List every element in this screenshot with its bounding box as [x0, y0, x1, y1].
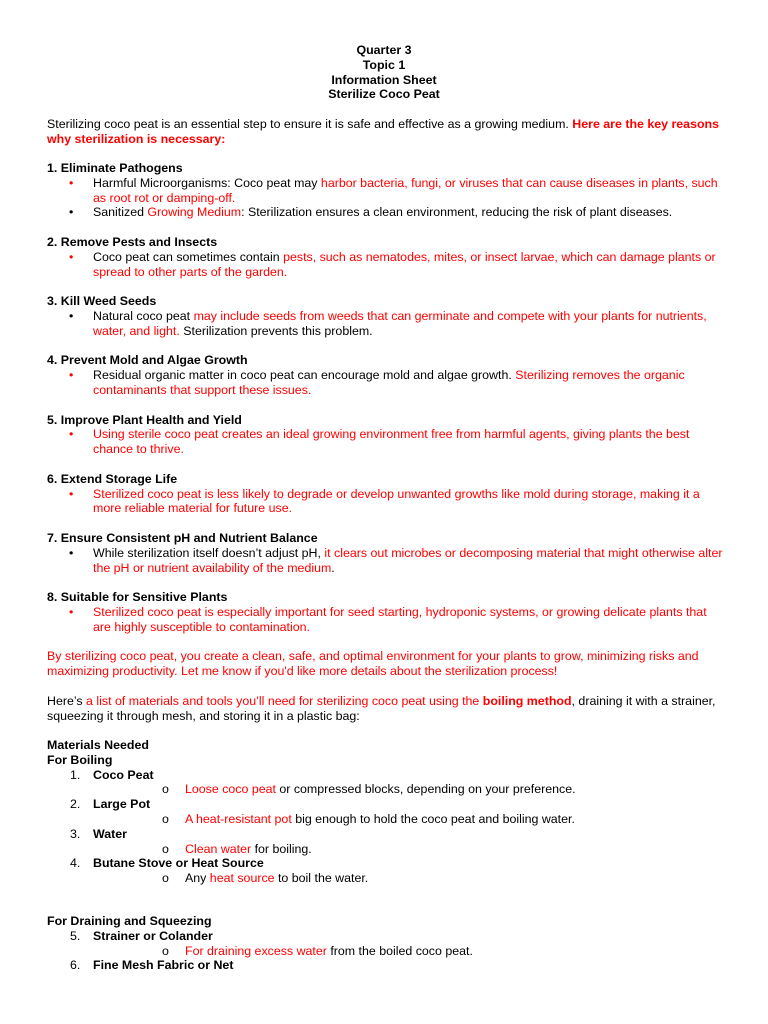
reason-bullets — [47, 427, 723, 457]
materials-intro-b: a list of materials and tools you’ll need for sterilizing coco peat using the — [86, 694, 483, 708]
reason-section — [47, 161, 723, 220]
reason-bullets — [47, 546, 723, 576]
bullet-text: : Sterilization ensures a clean environment, reducing the risk of plant diseases. — [241, 205, 673, 220]
topic-label: Topic 1 — [362, 57, 406, 72]
reason-section — [47, 353, 723, 397]
item-number: 5. — [70, 928, 81, 943]
reason-section — [47, 590, 723, 634]
bullet-icon: • — [69, 205, 74, 220]
materials-intro-d: , draining it with a strainer, squeezing it through mesh, and storing it in a plastic bag: — [47, 694, 716, 723]
bullet-text: Sterilized coco peat is especially important for seed starting, hydroponic systems, or growing delicate plants that are highly susceptible to contamination. — [93, 604, 707, 634]
draining-section — [47, 914, 723, 973]
bullet-icon: • — [69, 545, 74, 560]
detail-highlight: heat source — [209, 871, 275, 886]
bullet-icon: • — [69, 486, 74, 501]
reason-heading: 3. Kill Weed Seeds — [47, 294, 157, 309]
item-number: 3. — [70, 826, 81, 841]
item-number: 6. — [70, 958, 81, 973]
reason-heading: 4. Prevent Mold and Algae Growth — [47, 353, 248, 368]
sheet-header — [0, 43, 768, 102]
item-detail — [93, 842, 723, 857]
bullet-icon: • — [69, 604, 74, 619]
materials-intro-paragraph — [47, 694, 723, 724]
detail-highlight: Clean water — [185, 841, 252, 856]
bullet-text: . — [331, 560, 335, 575]
bullet-text: it clears out microbes or decomposing material that might otherwise alter the pH or nutrient availability of the medium — [93, 545, 723, 575]
circle-bullet-icon: o — [162, 811, 169, 826]
list-item — [47, 546, 723, 576]
reasons-list — [47, 161, 723, 635]
material-item — [47, 797, 723, 827]
item-detail — [93, 944, 723, 959]
detail-rest: from the boiled coco peat. — [326, 943, 473, 958]
boiling-method-label: boiling method — [482, 694, 572, 708]
list-item — [47, 427, 723, 457]
material-item — [47, 929, 723, 959]
list-item — [47, 250, 723, 280]
reason-heading: 2. Remove Pests and Insects — [47, 234, 218, 249]
item-name: Fine Mesh Fabric or Net — [93, 958, 234, 973]
reason-section — [47, 294, 723, 338]
detail-rest: or compressed blocks, depending on your preference. — [275, 782, 576, 797]
bullet-text: Sterilized coco peat is less likely to degrade or develop unwanted growths like mold during storage, making it a more reliable material for future use. — [93, 486, 700, 516]
reason-bullets — [47, 309, 723, 339]
item-detail — [93, 782, 723, 797]
reason-section — [47, 531, 723, 575]
bullet-text: Sterilization prevents this problem. — [179, 323, 373, 338]
intro-text: Sterilizing coco peat is an essential step to ensure it is safe and effective as a growing medium. — [47, 117, 573, 131]
materials-section — [47, 738, 723, 886]
list-item — [47, 205, 723, 220]
bullet-text: Natural coco peat — [93, 308, 194, 323]
detail-rest: big enough to hold the coco peat and boiling water. — [291, 811, 575, 826]
bullet-text: Using sterile coco peat creates an ideal growing environment free from harmful agents, giving plants the best chance to thrive. — [93, 427, 690, 457]
item-number: 2. — [70, 797, 81, 812]
boiling-heading: For Boiling — [47, 752, 113, 767]
detail-rest: for boiling. — [251, 841, 312, 856]
material-item — [47, 827, 723, 857]
list-item — [47, 309, 723, 339]
list-item — [47, 176, 723, 206]
item-number: 1. — [70, 767, 81, 782]
bullet-icon: • — [69, 175, 74, 190]
detail-prefix: Any — [185, 871, 210, 886]
bullet-text: Residual organic matter in coco peat can encourage mold and algae growth. — [93, 368, 516, 383]
item-name: Water — [93, 826, 127, 841]
reason-bullets — [47, 487, 723, 517]
bullet-text: Sterilizing removes the organic contaminants that support these issues. — [93, 368, 685, 397]
bullet-text: harbor bacteria, fungi, or viruses that can cause diseases in plants, such as root rot or damping-off. — [93, 175, 718, 205]
materials-intro-a: Here’s — [47, 694, 87, 708]
material-item — [47, 768, 723, 798]
bullet-text: Harmful Microorganisms: Coco peat may — [93, 175, 321, 190]
material-item — [47, 856, 723, 886]
bullet-text: Growing Medium — [147, 205, 242, 220]
reason-heading: 8. Suitable for Sensitive Plants — [47, 590, 228, 605]
page-title: Sterilize Coco Peat — [328, 87, 440, 102]
reason-heading: 7. Ensure Consistent pH and Nutrient Balance — [47, 530, 318, 545]
bullet-icon: • — [69, 308, 74, 323]
draining-heading: For Draining and Squeezing — [47, 914, 212, 928]
item-name: Coco Peat — [93, 767, 154, 782]
reason-heading: 5. Improve Plant Health and Yield — [47, 412, 242, 427]
intro-paragraph — [47, 117, 723, 147]
item-number: 4. — [70, 856, 81, 871]
quarter-label: Quarter 3 — [356, 43, 412, 57]
materials-heading: Materials Needed — [47, 738, 149, 752]
boiling-materials-list — [47, 768, 723, 886]
reason-bullets — [47, 368, 723, 398]
intro-highlight: Here are the key reasons why sterilization is necessary: — [47, 117, 719, 146]
bullet-text: may include seeds from weeds that can germinate and compete with your plants for nutrients, water, and light. — [93, 308, 707, 338]
circle-bullet-icon: o — [162, 782, 169, 797]
bullet-text: Coco peat can sometimes contain — [93, 249, 284, 264]
reason-bullets — [47, 176, 723, 220]
detail-rest: to boil the water. — [274, 871, 369, 886]
reason-bullets — [47, 605, 723, 635]
item-name: Butane Stove or Heat Source — [93, 856, 264, 871]
reason-bullets — [47, 250, 723, 280]
list-item — [47, 487, 723, 517]
bullet-text: pests, such as nematodes, mites, or insect larvae, which can damage plants or spread to other parts of the garden. — [93, 249, 716, 279]
material-item — [47, 958, 723, 973]
reason-heading: 1. Eliminate Pathogens — [47, 161, 183, 175]
list-item — [47, 368, 723, 398]
conclusion-text: By sterilizing coco peat, you create a clean, safe, and optimal environment for your plants to grow, minimizing risks and maximizing productivity. Let me know if you'd like more details about the sterilization process! — [47, 649, 699, 678]
list-item — [47, 605, 723, 635]
draining-materials-list — [47, 929, 723, 973]
detail-highlight: A heat-resistant pot — [185, 811, 292, 826]
reason-heading: 6. Extend Storage Life — [47, 471, 178, 486]
bullet-icon: • — [69, 249, 74, 264]
item-detail — [93, 812, 723, 827]
bullet-text: While sterilization itself doesn’t adjust pH, — [93, 545, 325, 560]
item-detail — [93, 871, 723, 886]
circle-bullet-icon: o — [162, 841, 169, 856]
bullet-icon: • — [69, 427, 74, 442]
reason-section — [47, 472, 723, 516]
bullet-icon: • — [69, 368, 74, 383]
detail-highlight: For draining excess water — [185, 943, 327, 958]
detail-highlight: Loose coco peat — [185, 782, 276, 797]
circle-bullet-icon: o — [162, 943, 169, 958]
conclusion-paragraph — [47, 649, 723, 679]
circle-bullet-icon: o — [162, 871, 169, 886]
bullet-text: Sanitized — [93, 205, 148, 220]
reason-section — [47, 235, 723, 279]
item-name: Large Pot — [93, 797, 151, 812]
item-name: Strainer or Colander — [93, 928, 213, 943]
sheet-label: Information Sheet — [331, 72, 437, 87]
reason-section — [47, 413, 723, 457]
